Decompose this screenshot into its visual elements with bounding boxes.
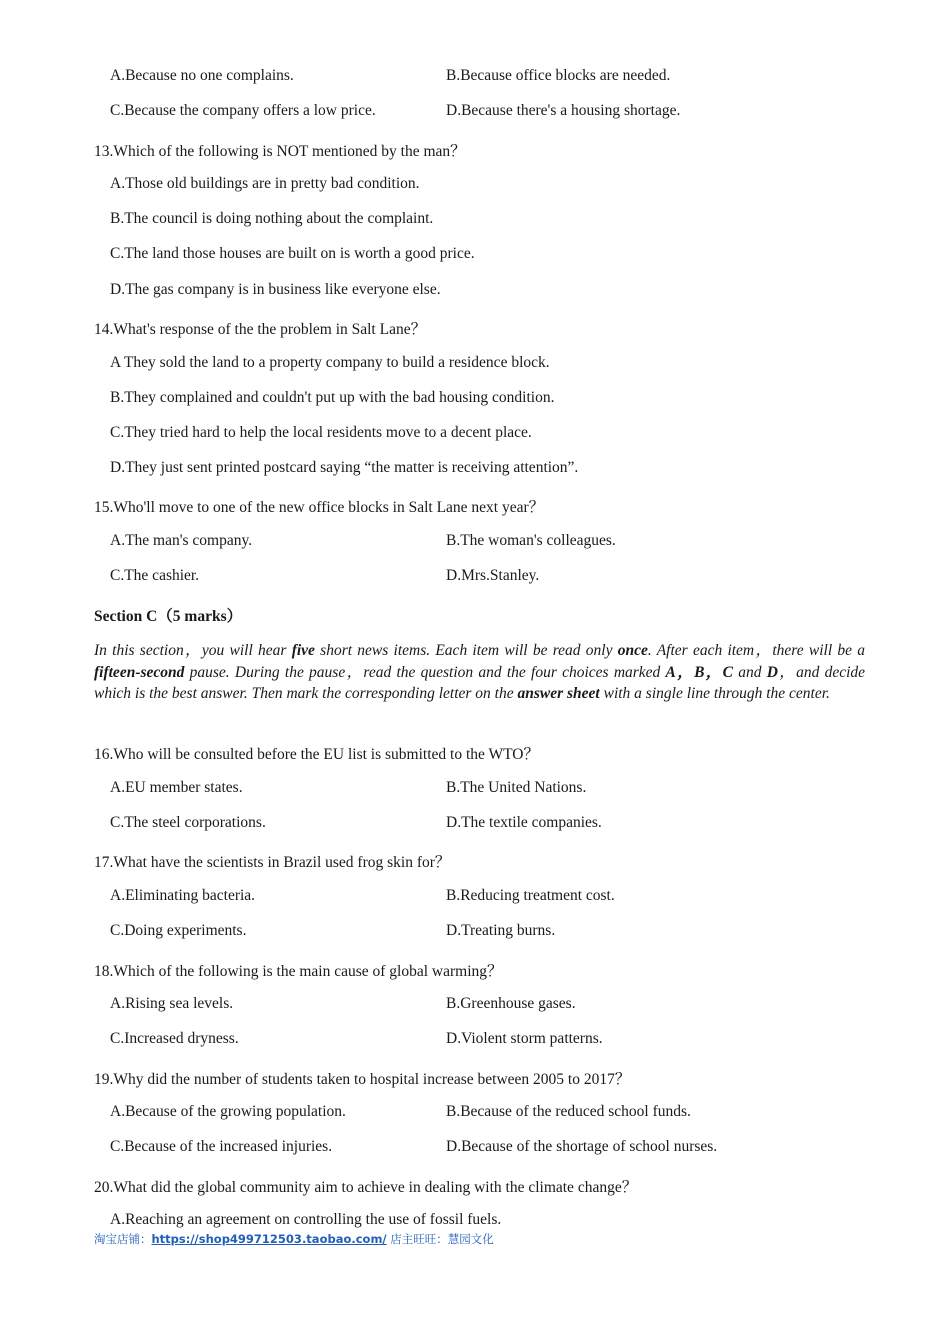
footer-shop-info [94, 1231, 494, 1247]
q16-stem: 16.Who will be consulted before the EU list is submitted to the WTO？ [94, 746, 539, 763]
q18-stem: 18.Which of the following is the main cause of global warming？ [94, 963, 503, 980]
q18-option-d: D.Violent storm patterns. [446, 1030, 603, 1047]
q14-option-b: B.They complained and couldn't put up with the bad housing condition. [110, 389, 555, 406]
q20-stem: 20.What did the global community aim to achieve in dealing with the climate change？ [94, 1179, 638, 1196]
q17-option-b: B.Reducing treatment cost. [446, 887, 615, 904]
q14-option-c: C.They tried hard to help the local residents move to a decent place. [110, 424, 532, 441]
q19-option-a: A.Because of the growing population. [110, 1103, 346, 1120]
q13-option-d: D.The gas company is in business like everyone else. [110, 281, 441, 298]
q16-option-a: A.EU member states. [110, 779, 243, 796]
q15-option-a: A.The man's company. [110, 532, 253, 549]
q13-option-b: B.The council is doing nothing about the complaint. [110, 210, 434, 227]
q18-option-a: A.Rising sea levels. [110, 995, 234, 1012]
q15-stem: 15.Who'll move to one of the new office blocks in Salt Lane next year？ [94, 499, 545, 516]
q14-stem: 14.What's response of the the problem in Salt Lane？ [94, 321, 427, 338]
q19-option-d: D.Because of the shortage of school nurses. [446, 1138, 718, 1155]
q15-option-c: C.The cashier. [110, 567, 200, 584]
q14-option-a: A They sold the land to a property company to build a residence block. [110, 354, 550, 371]
q17-option-d: D.Treating burns. [446, 922, 556, 939]
q19-stem: 19.Why did the number of students taken to hospital increase between 2005 to 2017？ [94, 1071, 631, 1088]
q13-stem: 13.Which of the following is NOT mentioned by the man？ [94, 143, 466, 160]
footer-suffix: 店主旺旺：慧园文化 [386, 1232, 494, 1246]
q16-option-d: D.The textile companies. [446, 814, 602, 831]
q15-option-b: B.The woman's colleagues. [446, 532, 616, 549]
q17-stem: 17.What have the scientists in Brazil used frog skin for？ [94, 854, 451, 871]
q18-option-c: C.Increased dryness. [110, 1030, 239, 1047]
q12-option-d: D.Because there's a housing shortage. [446, 102, 681, 119]
q16-option-c: C.The steel corporations. [110, 814, 266, 831]
q19-option-c: C.Because of the increased injuries. [110, 1138, 333, 1155]
q17-option-a: A.Eliminating bacteria. [110, 887, 256, 904]
q16-option-b: B.The United Nations. [446, 779, 587, 796]
q15-option-d: D.Mrs.Stanley. [446, 567, 540, 584]
q12-option-a: A.Because no one complains. [110, 67, 294, 84]
footer-prefix: 淘宝店铺： [94, 1232, 152, 1246]
q20-option-a: A.Reaching an agreement on controlling the use of fossil fuels. [110, 1211, 502, 1228]
q18-option-b: B.Greenhouse gases. [446, 995, 576, 1012]
q17-option-c: C.Doing experiments. [110, 922, 247, 939]
section-c-title: Section C（5 marks） [94, 608, 243, 625]
section-c-instructions: In this section，you will hear five short news items. Each item will be read only once. After each item，there will be a fifteen-second pause. During the pause，read the question and the four choices marked A，B，C and D，and decide which is the best answer. Then mark the corresponding letter on the answer sheet with a single line through the center. [94, 642, 866, 702]
q14-option-d: D.They just sent printed postcard saying “the matter is receiving attention”. [110, 459, 579, 476]
q12-option-c: C.Because the company offers a low price. [110, 102, 376, 119]
q13-option-a: A.Those old buildings are in pretty bad condition. [110, 175, 420, 192]
q13-option-c: C.The land those houses are built on is worth a good price. [110, 245, 475, 262]
shop-link[interactable]: https://shop499712503.taobao.com/ [151, 1232, 387, 1246]
q19-option-b: B.Because of the reduced school funds. [446, 1103, 691, 1120]
q12-option-b: B.Because office blocks are needed. [446, 67, 671, 84]
